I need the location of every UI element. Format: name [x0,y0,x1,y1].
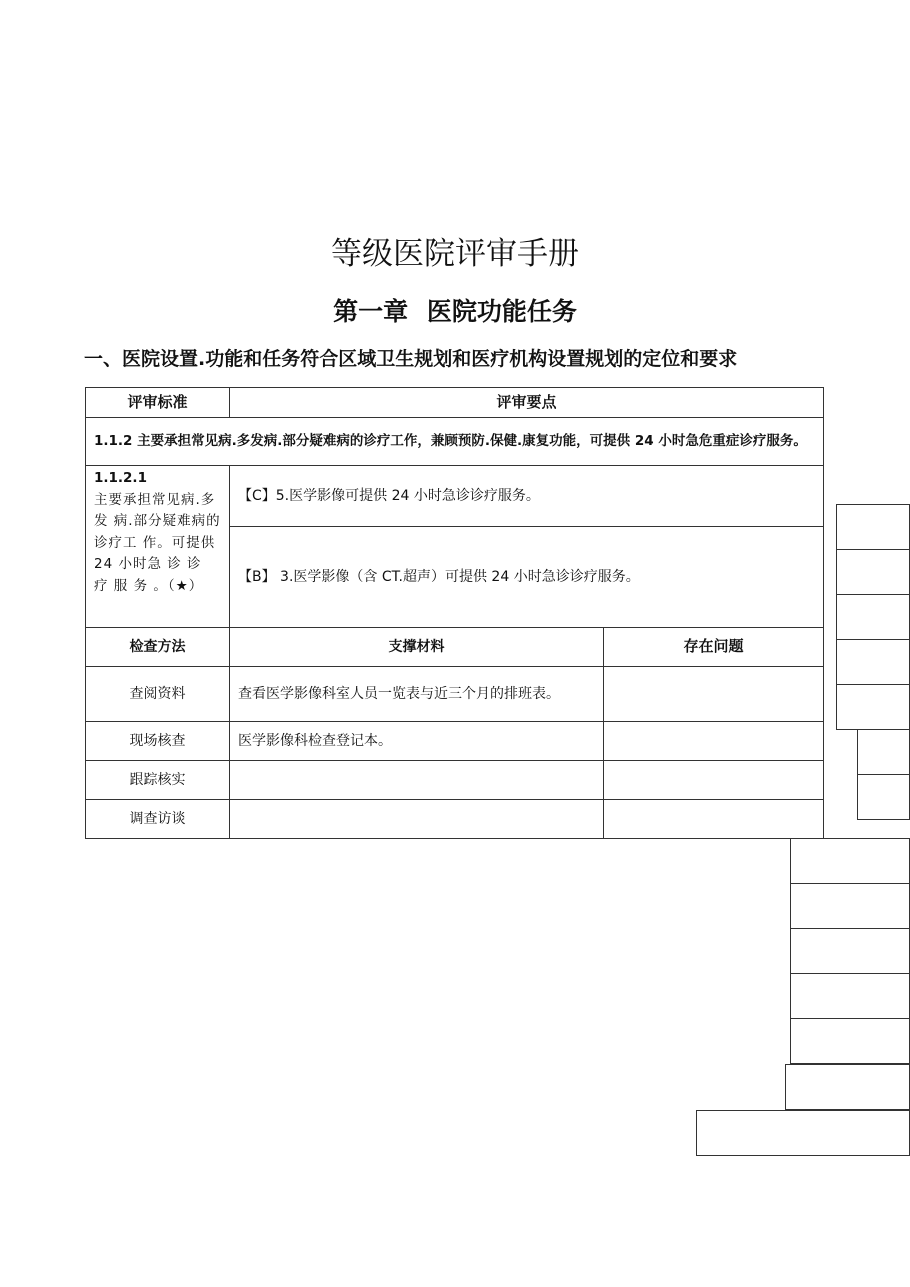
chapter-heading: 第一章 医院功能任务 [333,297,577,326]
point-b: 【B】 3.医学影像（含 CT.超声）可提供 24 小时急诊诊疗服务。 [230,527,824,628]
empty-box [836,639,910,685]
document-title: 等级医院评审手册 [331,236,579,272]
material-cell: 查看医学影像科室人员一览表与近三个月的排班表。 [230,667,604,722]
empty-box [785,1064,910,1110]
empty-box [836,549,910,595]
material-cell: 医学影像科检查登记本。 [230,722,604,761]
table-row [86,667,824,722]
table-row [86,800,824,839]
material-cell [230,761,604,800]
col-material: 支撑材料 [230,628,604,667]
issue-cell [604,722,824,761]
item-desc: 主要承担常见病.多发 病.部分疑难病的诊疗工 作。可提供 24 小时急 诊 诊 疗 服 务 。（★） [94,491,221,594]
method-cell: 调查访谈 [86,800,230,839]
item-code: 1.1.2.1 [94,470,147,486]
item-cell [86,466,230,628]
header-points: 评审要点 [230,388,824,418]
empty-box [790,883,910,929]
method-cell: 现场核查 [86,722,230,761]
issue-cell [604,667,824,722]
method-header-row [86,628,824,667]
method-cell: 跟踪核实 [86,761,230,800]
review-table [85,387,824,839]
empty-box [790,928,910,974]
empty-box [790,1018,910,1064]
empty-box [790,838,910,884]
empty-box [857,774,910,820]
standard-text: 1.1.2 主要承担常见病.多发病.部分疑难病的诊疗工作，兼顾预防.保健.康复功能，可提供 24 小时急危重症诊疗服务。 [86,418,824,466]
issue-cell [604,761,824,800]
col-issue: 存在问题 [604,628,824,667]
point-c-row [86,466,824,527]
method-cell: 查阅资料 [86,667,230,722]
empty-box [836,504,910,550]
empty-box [836,684,910,730]
empty-box [836,594,910,640]
empty-box [857,729,910,775]
issue-cell [604,800,824,839]
col-method: 检查方法 [86,628,230,667]
section-heading: 一、医院设置.功能和任务符合区域卫生规划和医疗机构设置规划的定位和要求 [84,348,738,370]
empty-box [696,1110,910,1156]
point-c: 【C】5.医学影像可提供 24 小时急诊诊疗服务。 [230,466,824,527]
header-standard: 评审标准 [86,388,230,418]
table-row [86,761,824,800]
table-header-row [86,388,824,418]
empty-box [790,973,910,1019]
table-row [86,722,824,761]
standard-row [86,418,824,466]
material-cell [230,800,604,839]
